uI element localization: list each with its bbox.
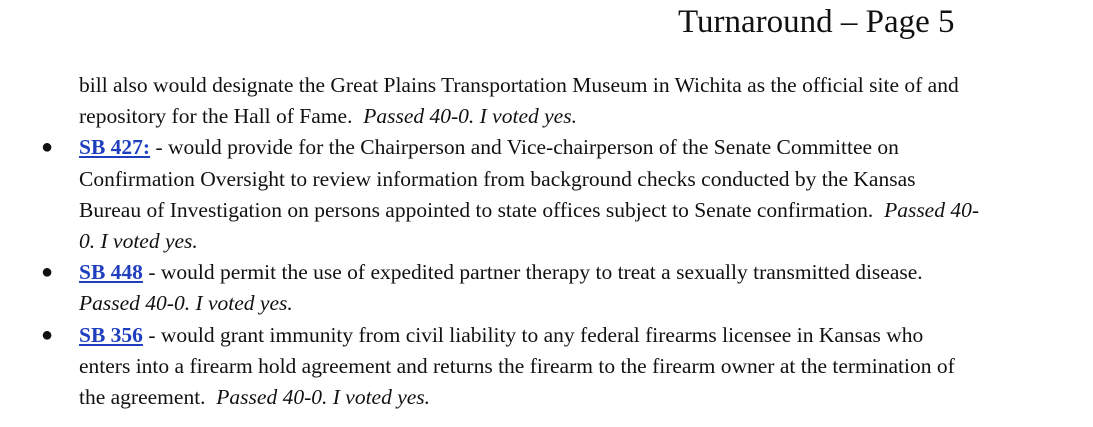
bill-link-sb-427[interactable]: SB 427: [79,135,151,160]
vote-result: Passed 40-0. I voted yes. [363,104,577,129]
separator-dash: - [148,322,161,347]
list-item-sb-427 [41,132,980,257]
vote-result: Passed 40-0. I voted yes. [79,197,980,254]
bullet-icon: ● [41,136,54,159]
list-item-sb-448 [41,257,979,319]
bill-link-sb-356[interactable]: SB 356 [79,322,143,347]
bullet-icon: ● [41,261,54,284]
list-item-sb-356 [41,320,979,414]
separator-dash: - [155,135,169,160]
page-title: Turnaround – Page 5 [678,4,955,40]
bill-description: would grant immunity from civil liability to any federal firearms licensee in Kansas who enters into a firearm hold agreement and returns the firearm to the firearm owner at the termination of the agreement. [79,322,955,410]
bullet-icon: ● [41,323,54,346]
intro-paragraph [79,70,979,132]
vote-result: Passed 40-0. I voted yes. [216,385,431,410]
bill-description: would permit the use of expedited partner therapy to treat a sexually transmitted disease. [160,260,923,285]
bill-link-sb-448[interactable]: SB 448 [79,260,143,285]
document-body [0,70,1093,413]
separator-dash: - [148,260,161,285]
bill-description: would provide for the Chairperson and Vice-chairperson of the Senate Committee on Confirmation Oversight to review information from background checks conducted by the Kansas Bureau of Investigation on persons appointed to state offices subject to Senate confirmation. [79,135,916,222]
intro-text: bill also would designate the Great Plains Transportation Museum in Wichita as the official site of and repository for the Hall of Fame. [79,73,959,129]
vote-result: Passed 40-0. I voted yes. [79,291,293,316]
